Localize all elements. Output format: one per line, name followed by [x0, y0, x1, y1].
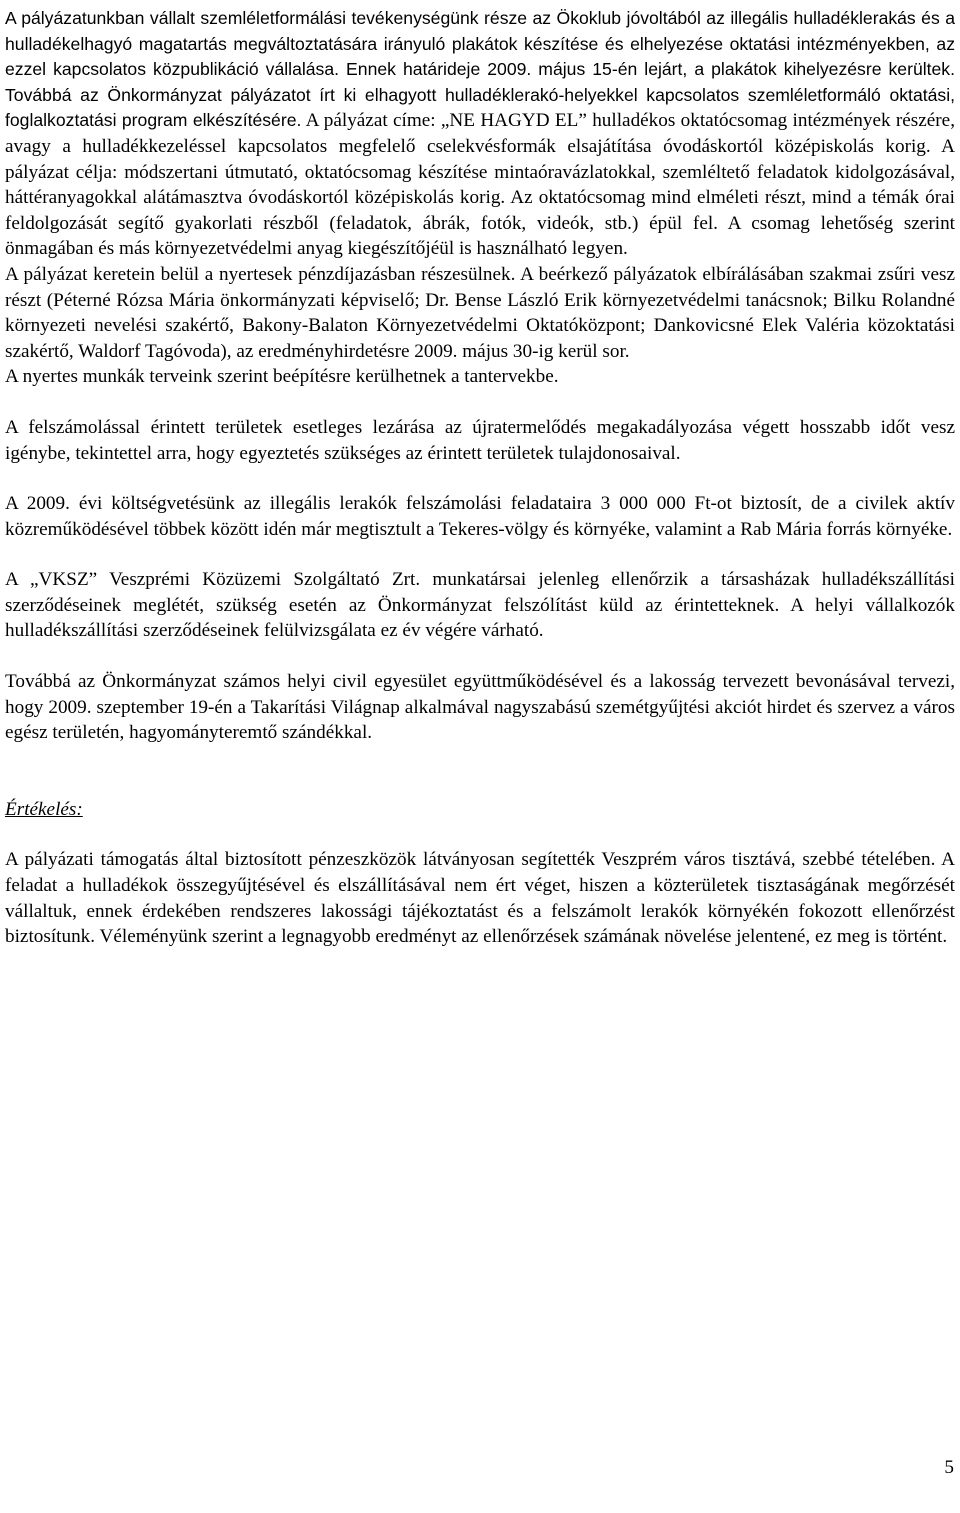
paragraph-nyertesek-zsuri: A pályázat keretein belül a nyertesek pénzdíjazásban részesülnek. A beérkező pályázatok elbírálásában szakmai zsűri vesz részt (Péterné Rózsa Mária önkormányzati képviselő; Dr. Bense László Erik környezetvédelmi tanácsnok; Bilku Rolandné környezeti nevelési szakértő, Bakony-Balaton Környezetvédelmi Oktatóközpont; Dankovicsné Elek Valéria közoktatási szakértő, Waldorf Tagóvoda), az eredményhirdetésre 2009. május 30-ig kerül sor. [5, 263, 955, 362]
paragraph-tantervek: A nyertes munkák terveink szerint beépítésre kerülhetnek a tantervekbe. [5, 366, 559, 388]
paragraph-vksz: A „VKSZ” Veszprémi Közüzemi Szolgáltató Zrt. munkatársai jelenleg ellenőrzik a társasházak hulladékszállítási szerződéseinek meglétét, szükség esetén az Önkormányzat felszólítást küld az érintetteknek. A helyi vállalkozók hulladékszállítási szerződéseinek felülvizsgálata ez év végére várható. [5, 569, 955, 642]
paragraph-serif-part: A pályázat címe: „NE HAGYD EL” hulladékos oktatócsomag intézmények részére, avagy a hulladékkezeléssel kapcsolatos megfelelő cselekvésformák elsajátítása óvodáskortól középiskolás korig. A pályázat célja: módszertani útmutató, oktatócsomag készítése mintaóravázlatokkal, szemléltető feladatok kidolgozásával, háttéranyagokkal alátámasztva óvodáskortól középiskolás korig. Az oktatócsomag mind elméleti részt, mind a témák órai feldolgozását segítő gyakorlati részből (feladatok, ábrák, fotók, videók, stb.) épül fel. A csomag lehetőség szerint önmagában és más környezetvédelmi anyag kiegészítőjéül is használható legyen. [5, 110, 955, 260]
paragraph-felszamolas-lezarasa: A felszámolással érintett területek esetleges lezárása az újratermelődés megakadályozása végett hosszabb időt vesz igénybe, tekintettel arra, hogy egyeztetés szükséges az érintett területek tulajdonosaival. [5, 416, 955, 464]
document-page [5, 0, 955, 950]
paragraph-koltsegvetes: A 2009. évi költségvetésünk az illegális lerakók felszámolási feladataira 3 000 000 Ft-ot biztosít, de a civilek aktív közreműködésével többek között idén már megtisztult a Tekeres-völgy és környéke, valamint a Rab Mária forrás környéke. [5, 493, 955, 540]
page-number: 5 [944, 1457, 954, 1478]
paragraph-takaritasi-vilagnap: Továbbá az Önkormányzat számos helyi civil egyesület együttműködésével és a lakosság tervezett bevonásával tervezi, hogy 2009. szeptember 19-én a Takarítási Világnap alkalmával nagyszabású szemétgyűjtési akciót hirdet és szervez a város egész területén, hagyományteremtő szándékkal. [5, 671, 955, 744]
paragraph-plakatok-es-oktatocsomag [5, 6, 955, 262]
paragraph-ertekeles: A pályázati támogatás által biztosított pénzeszközök látványosan segítették Veszprém város tisztává, szebbé tételében. A feladat a hulladékok összegyűjtésével és elszállításával nem ért véget, hiszen a közterületek tisztaságának megőrzését vállaltuk, ennek érdekében rendszeres lakossági tájékoztatást és a felszámolt lerakók környékén fokozott ellenőrzést biztosítunk. Véleményünk szerint a legnagyobb eredményt az ellenőrzések számának növelése jelentené, ez meg is történt. [5, 849, 955, 948]
section-heading-ertekeles: Értékelés: [5, 798, 83, 820]
paragraph-sans-part: A pályázatunkban vállalt szemléletformálási tevékenységünk része az Ökoklub jóvoltából az illegális hulladéklerakás és a hulladékelhagyó magatartás megváltoztatására irányuló plakátok készítése és elhelyezése oktatási intézményekben, az ezzel kapcsolatos közpublikáció vállalása. Ennek határideje 2009. május 15-én lejárt, a plakátok kihelyezésre kerültek. Továbbá az Önkormányzat pályázatot írt ki elhagyott hulladéklerakó-helyekkel kapcsolatos szemléletformáló oktatási, foglalkoztatási program elkészítésére. [5, 8, 955, 131]
